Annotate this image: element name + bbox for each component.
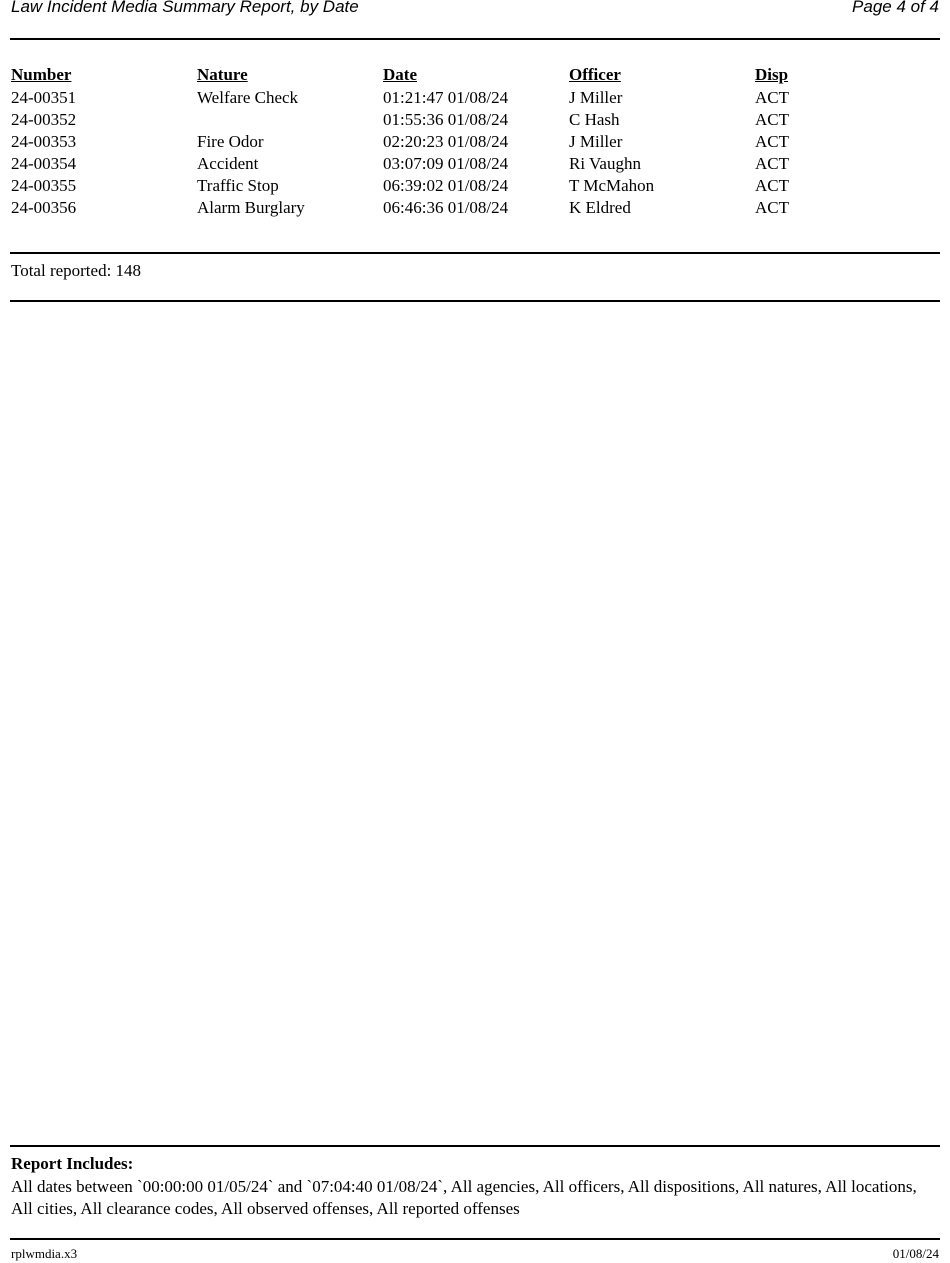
- report-file-name: rplwmdia.x3: [11, 1246, 78, 1261]
- header-divider: [10, 38, 940, 40]
- incident-disp: ACT: [755, 132, 789, 151]
- total-divider: [10, 300, 940, 302]
- page-number: Page 4 of 4: [852, 0, 939, 16]
- incident-date: 06:39:02 01/08/24: [383, 176, 509, 195]
- total-reported: Total reported: 148: [11, 261, 142, 280]
- incident-disp: ACT: [755, 176, 789, 195]
- incident-officer: C Hash: [569, 110, 620, 129]
- incident-number: 24-00356: [11, 198, 77, 217]
- incident-disp: ACT: [755, 110, 789, 129]
- incident-nature: Accident: [197, 154, 259, 173]
- report-title: Law Incident Media Summary Report, by Date: [11, 0, 359, 16]
- incident-officer: J Miller: [569, 132, 623, 151]
- incident-date: 01:55:36 01/08/24: [383, 110, 509, 129]
- incident-nature: Welfare Check: [197, 88, 299, 107]
- incident-number: 24-00353: [11, 132, 77, 151]
- table-row: [11, 87, 931, 109]
- incident-officer: T McMahon: [569, 176, 655, 195]
- table-divider: [10, 252, 940, 254]
- includes-divider: [10, 1145, 940, 1147]
- column-header-disp: Disp: [755, 65, 789, 84]
- incident-number: 24-00351: [11, 88, 77, 107]
- report-includes-heading: Report Includes:: [11, 1154, 134, 1173]
- incident-date: 06:46:36 01/08/24: [383, 198, 509, 217]
- incident-nature: Traffic Stop: [197, 176, 279, 195]
- incident-table: [11, 87, 931, 219]
- footer-divider: [10, 1238, 940, 1240]
- incident-number: 24-00352: [11, 110, 77, 129]
- report-print-date: 01/08/24: [892, 1246, 939, 1261]
- incident-officer: J Miller: [569, 88, 623, 107]
- column-header-nature: Nature: [197, 65, 248, 84]
- incident-date: 02:20:23 01/08/24: [383, 132, 509, 151]
- table-row: [11, 131, 931, 153]
- incident-disp: ACT: [755, 154, 789, 173]
- incident-disp: ACT: [755, 198, 789, 217]
- incident-number: 24-00355: [11, 176, 77, 195]
- table-row: [11, 197, 931, 219]
- column-header-number: Number: [11, 65, 72, 84]
- column-header-date: Date: [383, 65, 417, 84]
- incident-date: 03:07:09 01/08/24: [383, 154, 509, 173]
- incident-nature: Fire Odor: [197, 132, 264, 151]
- incident-officer: Ri Vaughn: [569, 154, 641, 173]
- incident-disp: ACT: [755, 88, 789, 107]
- table-row: [11, 175, 931, 197]
- incident-number: 24-00354: [11, 154, 77, 173]
- table-row: [11, 153, 931, 175]
- incident-date: 01:21:47 01/08/24: [383, 88, 509, 107]
- table-header: [11, 65, 931, 87]
- incident-nature: Alarm Burglary: [197, 198, 305, 217]
- table-row: [11, 109, 931, 131]
- incident-officer: K Eldred: [569, 198, 631, 217]
- column-header-officer: Officer: [569, 65, 621, 84]
- report-includes-text: All dates between `00:00:00 01/05/24` and `07:04:40 01/08/24`, All agencies, All officers, All dispositions, All natures, All locations, All cities, All clearance codes, All observed offenses, All reported offenses: [11, 1177, 917, 1218]
